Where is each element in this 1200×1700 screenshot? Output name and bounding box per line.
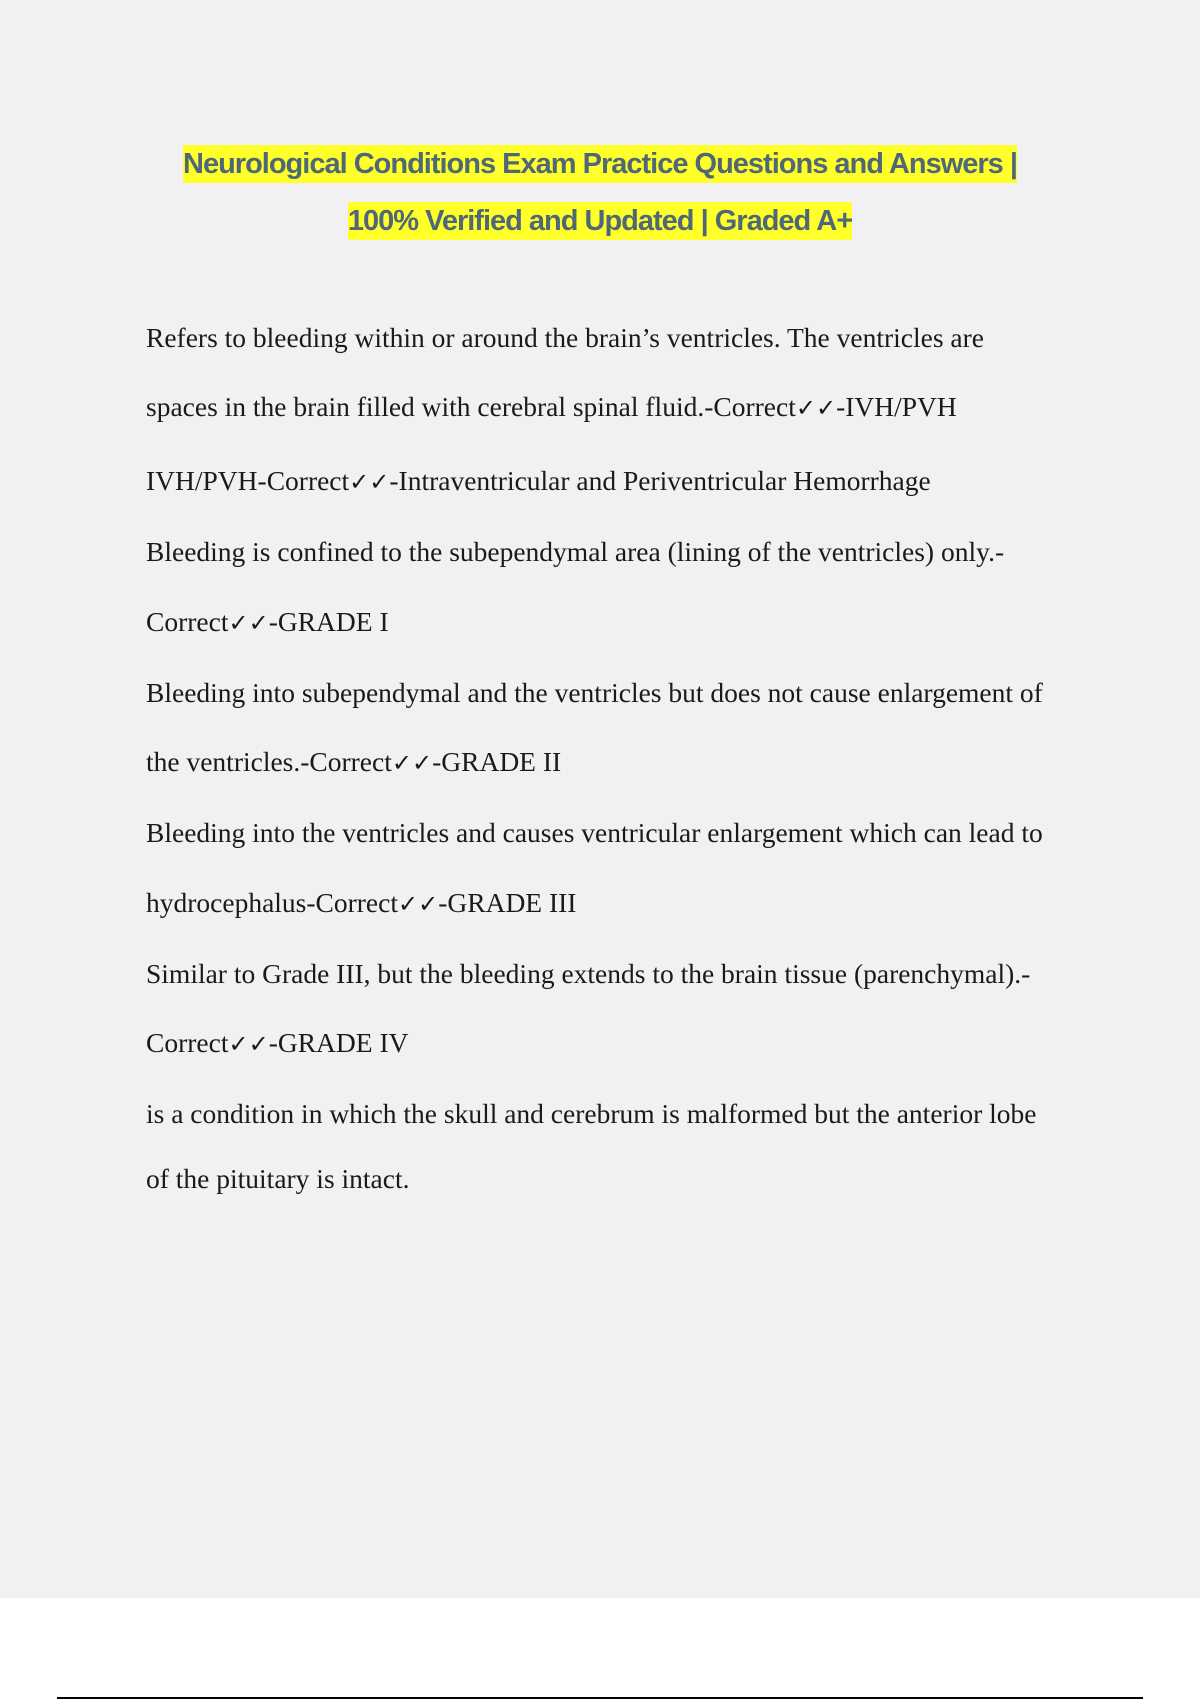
entry-4-line-2: the ventricles.-Correct✓✓-GRADE II (146, 746, 562, 777)
entry-3-line-2: Correct✓✓-GRADE I (146, 606, 389, 637)
check-icon: ✓✓ (398, 890, 439, 918)
entry-1-line-2: spaces in the brain filled with cerebral spinal fluid.-Correct✓✓-IVH/PVH (146, 391, 957, 422)
check-icon: ✓✓ (795, 394, 837, 422)
entry-2-line-1: IVH/PVH-Correct✓✓-Intraventricular and Periventricular Hemorrhage (146, 465, 931, 496)
title-line-1: Neurological Conditions Exam Practice Questions and Answers | (183, 145, 1017, 183)
entry-7-line-1: is a condition in which the skull and cerebrum is malformed but the anterior lobe (146, 1098, 1037, 1129)
entry-6-line-1: Similar to Grade III, but the bleeding extends to the brain tissue (parenchymal).- (146, 958, 1031, 989)
footer-rule (57, 1697, 1143, 1699)
check-icon: ✓✓ (349, 468, 390, 496)
entry-5-line-1: Bleeding into the ventricles and causes ventricular enlargement which can lead to (146, 817, 1043, 848)
check-icon: ✓✓ (391, 749, 433, 777)
entry-5-line-2: hydrocephalus-Correct✓✓-GRADE III (146, 887, 577, 918)
check-icon: ✓✓ (228, 609, 269, 637)
check-icon: ✓✓ (228, 1030, 269, 1058)
entry-7-line-2: of the pituitary is intact. (146, 1163, 410, 1194)
entry-4-line-1: Bleeding into subependymal and the ventricles but does not cause enlargement of (146, 677, 1043, 708)
entry-3-line-1: Bleeding is confined to the subependymal area (lining of the ventricles) only.- (146, 536, 1005, 567)
entry-6-line-2: Correct✓✓-GRADE IV (146, 1027, 409, 1058)
document-title (0, 136, 1200, 250)
entry-1-line-1: Refers to bleeding within or around the brain’s ventricles. The ventricles are (146, 322, 984, 353)
title-line-2: 100% Verified and Updated | Graded A+ (348, 202, 852, 240)
